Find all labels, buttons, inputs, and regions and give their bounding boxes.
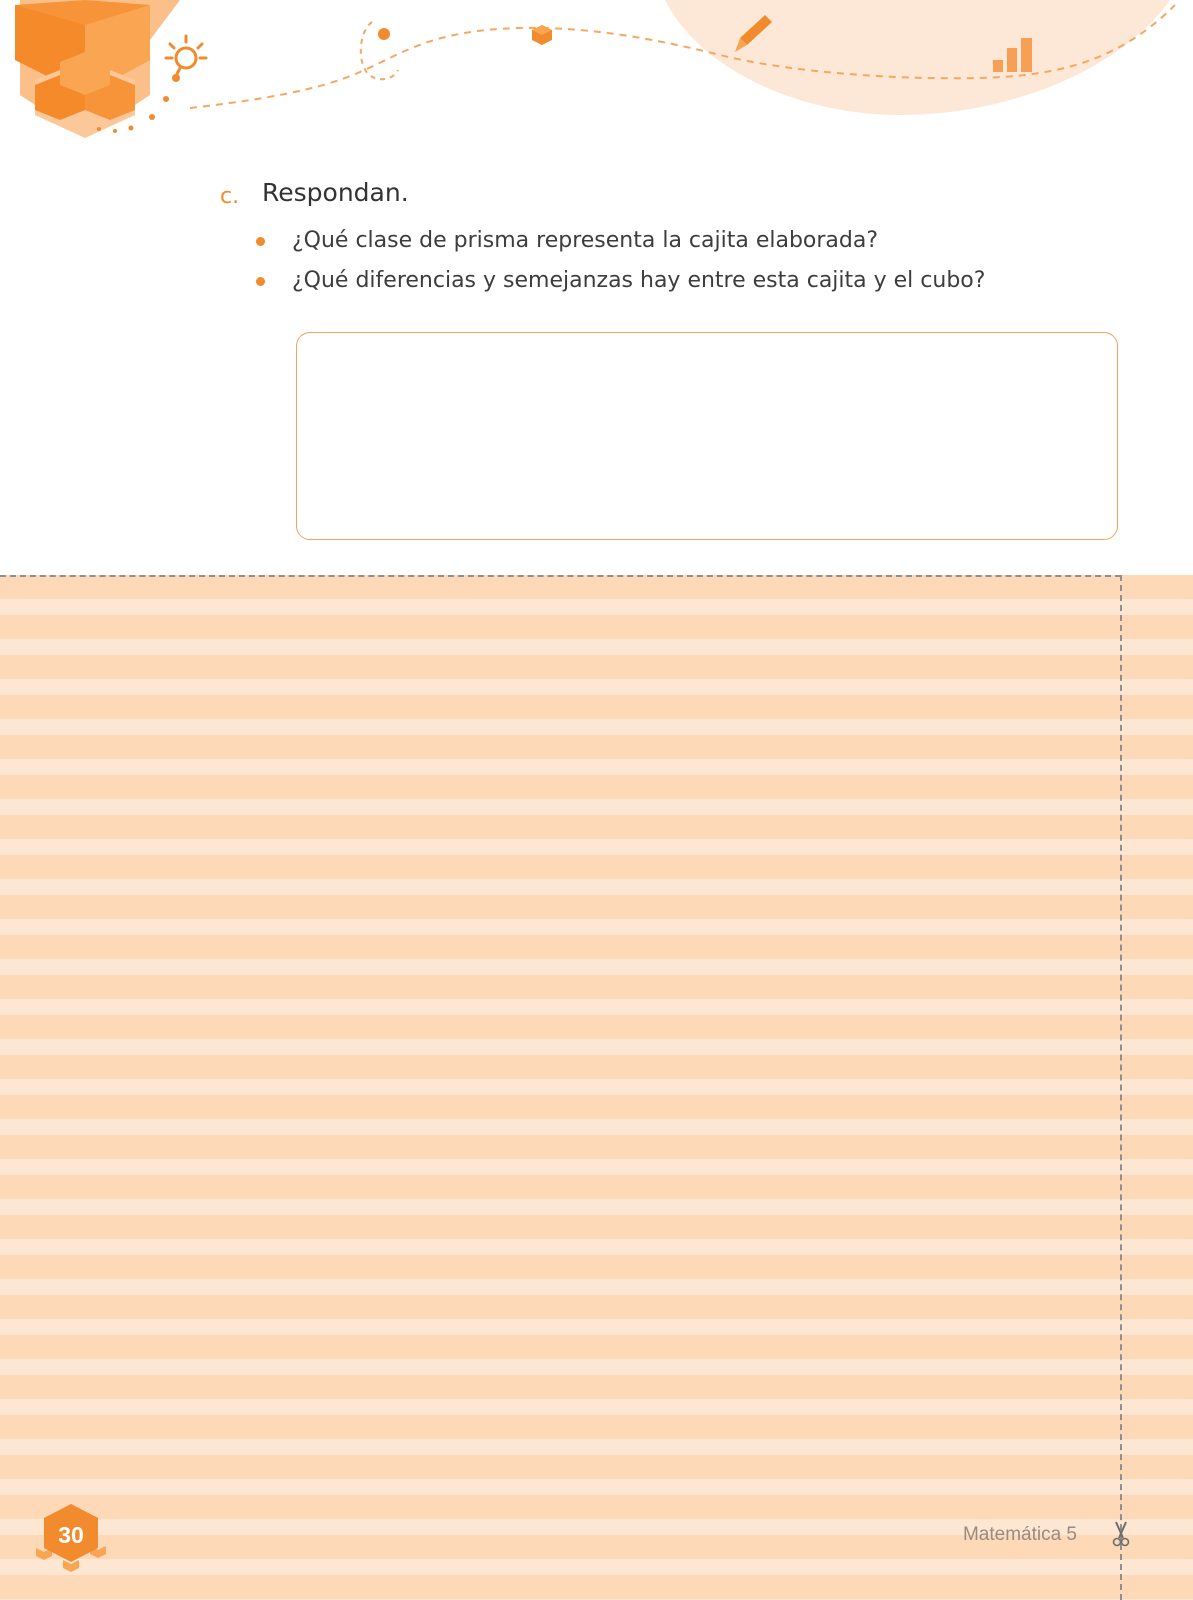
list-item [256, 228, 985, 254]
header-decoration [0, 0, 1193, 150]
notes-area[interactable] [0, 575, 1193, 1600]
question-text: ¿Qué diferencias y semejanzas hay entre esta cajita y el cubo? [292, 268, 986, 293]
question-list [256, 228, 985, 308]
item-letter: c. [220, 184, 240, 209]
item-title: Respondan. [262, 178, 409, 207]
page-badge [34, 1502, 108, 1574]
page-number: 30 [58, 1522, 84, 1548]
list-item [256, 268, 985, 294]
answer-box[interactable] [296, 332, 1118, 540]
cut-line-vertical [1120, 575, 1122, 1600]
scissors-icon [1110, 1520, 1132, 1548]
book-title: Matemática 5 [962, 1524, 1077, 1545]
bullet-icon [256, 237, 265, 246]
question-text: ¿Qué clase de prisma representa la cajita elaborada? [292, 228, 879, 253]
bullet-icon [256, 277, 265, 286]
location-pin-icon [378, 28, 390, 40]
lightbulb-icon [166, 36, 206, 76]
cut-line-horizontal [0, 575, 1121, 577]
stacked-cubes-logo [15, 0, 180, 138]
